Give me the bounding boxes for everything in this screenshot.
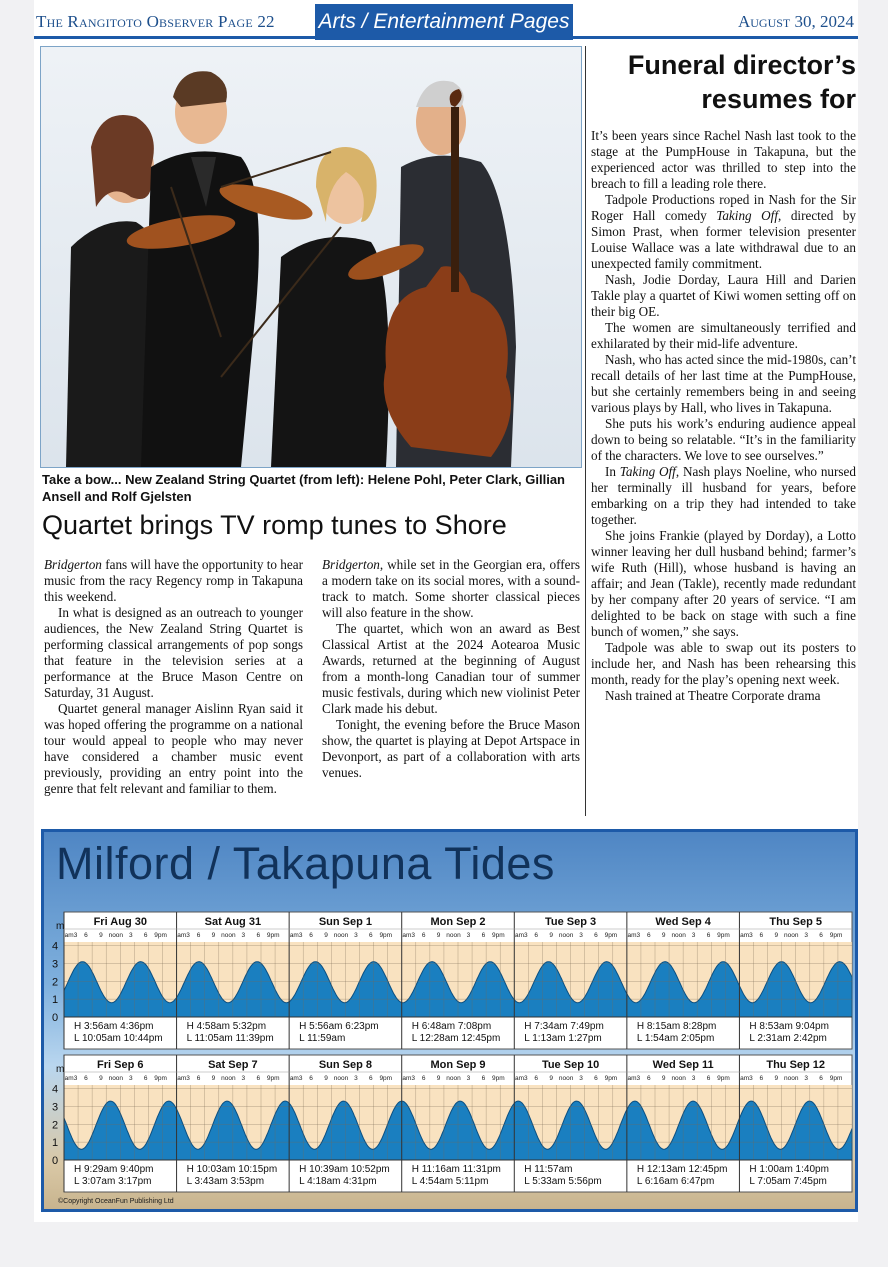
hour-tick: 6 [534, 932, 539, 939]
hour-tick: 9pm [379, 1075, 393, 1082]
low-tide-times: L 3:43am 3:53pm [186, 1176, 265, 1187]
tide-chart-title: Milford / Takapuna Tides [56, 838, 555, 889]
story1-paragraph: The quartet, which won an award as Best Classical Artist at the 2024 Aotearoa Music Awards, returned at the beginning of August from a month-long Canadian tour of summer music festivals, during which new violinist Peter Clark made his debut. [322, 621, 580, 716]
hour-tick: 6 [84, 1075, 88, 1082]
hour-tick: am3 [402, 932, 416, 939]
hour-tick: 6 [369, 1075, 373, 1082]
hour-tick: 6 [143, 932, 148, 939]
high-tide-times: H 7:34am 7:49pm [524, 1021, 604, 1032]
hour-tick: 9pm [492, 932, 505, 939]
hour-tick: 9 [211, 1075, 216, 1082]
low-tide-times: L 2:31am 2:42pm [749, 1033, 827, 1044]
story1-column-1 [44, 557, 303, 797]
day-label: Mon Sep 2 [430, 916, 486, 928]
y-tick-label: 0 [52, 1012, 59, 1024]
high-tide-times: H 11:16am 11:31pm [411, 1164, 501, 1175]
low-tide-times: L 7:05am 7:45pm [749, 1176, 827, 1187]
hour-tick: 6 [759, 932, 764, 939]
high-tide-times: H 8:15am 8:28pm [636, 1021, 717, 1032]
y-axis-unit: m [56, 921, 65, 932]
hour-tick: 3 [804, 932, 808, 939]
hour-tick: am3 [289, 1075, 303, 1082]
hour-tick: noon [784, 1075, 799, 1082]
hour-tick: 6 [256, 932, 261, 939]
low-tide-times: L 10:05am 10:44pm [74, 1033, 163, 1044]
hour-tick: am3 [177, 1075, 190, 1082]
y-tick-label: 2 [52, 976, 59, 989]
hour-tick: am3 [740, 1075, 753, 1082]
hour-tick: 9 [549, 1075, 553, 1082]
hour-tick: am3 [402, 1075, 416, 1082]
hour-tick: am3 [177, 932, 190, 939]
hour-tick: 9pm [154, 1075, 167, 1082]
hour-tick: 9pm [266, 1075, 280, 1082]
hour-tick: 9 [774, 932, 779, 939]
day-label: Sat Aug 31 [204, 916, 262, 928]
high-tide-times: H 8:53am 9:04pm [749, 1021, 829, 1032]
hour-tick: 6 [421, 1075, 426, 1082]
low-tide-times: L 5:33am 5:56pm [524, 1176, 602, 1187]
y-tick-label: 1 [52, 1137, 59, 1150]
hour-tick: noon [558, 1075, 574, 1082]
y-tick-label: 3 [52, 958, 59, 971]
high-tide-times: H 4:58am 5:32pm [186, 1021, 267, 1032]
story1-paragraph: Tonight, the evening before the Bruce Mason show, the quartet is playing at Depot Artspace in Devonport, as part of a collaboration with arts venues. [322, 717, 580, 780]
story2-paragraph: Nash trained at Theatre Corporate drama [605, 688, 821, 703]
hour-tick: 9pm [604, 932, 618, 939]
y-tick-label: 4 [52, 1083, 59, 1096]
high-tide-times: H 5:56am 6:23pm [299, 1021, 379, 1032]
hour-tick: 3 [128, 1075, 133, 1082]
low-tide-times: L 4:54am 5:11pm [411, 1176, 489, 1187]
quartet-photo [40, 46, 582, 468]
story2-paragraph: Nash, Jodie Dorday, Laura Hill and Darien Takle play a quartet of Kiwi women setting off on their big OE. [591, 272, 856, 319]
day-label: Thu Sep 5 [769, 916, 822, 928]
hour-tick: 9 [324, 1075, 328, 1082]
hour-tick: 6 [309, 1075, 313, 1082]
hour-tick: am3 [514, 932, 528, 939]
hour-tick: 3 [691, 932, 696, 939]
hour-tick: noon [221, 1075, 236, 1082]
tide-week-1 [52, 912, 852, 1049]
hour-tick: 3 [241, 932, 246, 939]
hour-tick: noon [108, 1075, 124, 1082]
low-tide-times: L 11:59am [299, 1033, 346, 1044]
day-label: Thu Sep 12 [766, 1059, 826, 1071]
y-tick-label: 1 [52, 994, 59, 1007]
hour-tick: 9pm [829, 932, 843, 939]
hour-tick: 9 [211, 932, 216, 939]
hour-tick: am3 [627, 932, 641, 939]
hour-tick: 9 [99, 932, 103, 939]
tide-week-2 [52, 1055, 852, 1192]
y-tick-label: 2 [52, 1119, 59, 1132]
low-tide-times: L 12:28am 12:45pm [411, 1033, 501, 1044]
hour-tick: noon [446, 1075, 461, 1082]
high-tide-times: H 12:13am 12:45pm [636, 1164, 728, 1175]
story2-paragraph: She puts his work’s enduring audience appeal down to being so relatable. “It’s in the familiarity of the characters. We love to see ourselves.” [591, 416, 856, 463]
hour-tick: 9pm [266, 932, 280, 939]
hour-tick: 6 [481, 932, 486, 939]
section-banner: Arts / Entertainment Pages [315, 4, 573, 40]
high-tide-times: H 11:57am [524, 1164, 573, 1175]
day-label: Fri Sep 6 [97, 1059, 144, 1071]
hour-tick: 9 [774, 1075, 779, 1082]
low-tide-times: L 6:16am 6:47pm [636, 1176, 715, 1187]
hour-tick: am3 [289, 932, 303, 939]
masthead-date: August 30, 2024 [737, 12, 854, 31]
high-tide-times: H 1:00am 1:40pm [749, 1164, 829, 1175]
hour-tick: 3 [241, 1075, 246, 1082]
hour-tick: noon [333, 1075, 349, 1082]
day-label: Tue Sep 3 [544, 916, 597, 928]
person-gillian [271, 147, 389, 467]
hour-tick: 9pm [829, 1075, 843, 1082]
hour-tick: 9pm [717, 932, 730, 939]
masthead-title: The Rangitoto Observer Page 22 [36, 12, 275, 31]
hour-tick: 9 [436, 932, 441, 939]
tide-chart [44, 832, 855, 1209]
story2-paragraph: She joins Frankie (played by Dorday), a Lotto winner leaving her dull husband behind; farmer’s wife Ruth (Hill), whose husband is having an affair; and Jean (Takle), recently made redundant by her company after 20 years of service. “I am delighted to be back on stage with such a fine bunch of women,” she says. [591, 528, 856, 639]
masthead [34, 8, 858, 38]
story1-column-2 [322, 557, 580, 781]
high-tide-times: H 10:39am 10:52pm [299, 1164, 390, 1175]
masthead-rule [34, 36, 858, 39]
hour-tick: 6 [534, 1075, 539, 1082]
hour-tick: am3 [627, 1075, 641, 1082]
hour-tick: 6 [819, 932, 823, 939]
hour-tick: noon [558, 932, 574, 939]
y-tick-label: 4 [52, 940, 59, 953]
story1-paragraph: Quartet general manager Aislinn Ryan said it was hoped offering the programme on a national tour would appeal to people who may never have considered a chamber music event previously, providing an entry point into the genre that felt relevant and familiar to them. [44, 701, 303, 796]
person-peter [141, 71, 259, 467]
hour-tick: 9pm [154, 932, 167, 939]
hour-tick: am3 [740, 932, 753, 939]
hour-tick: am3 [514, 1075, 528, 1082]
high-tide-times: H 6:48am 7:08pm [411, 1021, 492, 1032]
hour-tick: noon [671, 1075, 686, 1082]
y-tick-label: 0 [52, 1155, 59, 1167]
day-label: Mon Sep 9 [430, 1059, 486, 1071]
y-axis-unit: m [56, 1064, 65, 1075]
quartet-illustration [41, 47, 581, 467]
hour-tick: 9pm [717, 1075, 730, 1082]
hour-tick: 3 [579, 932, 583, 939]
high-tide-times: H 10:03am 10:15pm [186, 1164, 278, 1175]
story2-headline: Funeral director’s resumes for [627, 50, 856, 114]
day-label: Fri Aug 30 [93, 916, 147, 928]
hour-tick: 3 [466, 932, 471, 939]
hour-tick: 6 [421, 932, 426, 939]
day-label: Sat Sep 7 [208, 1059, 258, 1071]
day-label: Wed Sep 11 [652, 1059, 714, 1071]
low-tide-times: L 1:54am 2:05pm [636, 1033, 715, 1044]
copyright: ©Copyright OceanFun Publishing Ltd [58, 1198, 174, 1205]
story1-paragraph: Bridgerton, while set in the Georgian era, offers a modern take on its social mores, with a sound-track to match. Some shorter classical pieces will also feature in the show. [322, 557, 580, 620]
hour-tick: noon [446, 932, 461, 939]
column-divider [585, 46, 586, 816]
hour-tick: 6 [759, 1075, 764, 1082]
low-tide-times: L 4:18am 4:31pm [299, 1176, 377, 1187]
hour-tick: 6 [594, 932, 598, 939]
story1-paragraph: Bridgerton fans will have the opportunity to hear music from the racy Regency romp in Takapuna this weekend. [44, 557, 303, 604]
hour-tick: am3 [64, 932, 78, 939]
hour-tick: noon [333, 932, 349, 939]
low-tide-times: L 1:13am 1:27pm [524, 1033, 602, 1044]
hour-tick: 9pm [492, 1075, 505, 1082]
story2-body [591, 128, 856, 704]
story2-paragraph: Tadpole was able to swap out its posters to include her, and Nash has been rehearsing this month, ready for the play’s opening next week. [591, 640, 856, 687]
hour-tick: 9 [436, 1075, 441, 1082]
low-tide-times: L 11:05am 11:39pm [186, 1033, 274, 1044]
story2-paragraph: The women are simultaneously terrified and exhilarated by their mid-life adventure. [591, 320, 856, 351]
hour-tick: 3 [128, 932, 133, 939]
hour-tick: 9 [324, 932, 328, 939]
y-tick-label: 3 [52, 1101, 59, 1114]
hour-tick: 6 [706, 932, 711, 939]
hour-tick: 6 [594, 1075, 598, 1082]
hour-tick: noon [784, 932, 799, 939]
hour-tick: 6 [84, 932, 88, 939]
hour-tick: 3 [579, 1075, 583, 1082]
hour-tick: noon [671, 932, 686, 939]
hour-tick: 6 [481, 1075, 486, 1082]
hour-tick: 9 [99, 1075, 103, 1082]
hour-tick: 3 [804, 1075, 808, 1082]
day-label: Wed Sep 4 [655, 916, 711, 928]
story2-paragraph: It’s been years since Rachel Nash last took to the stage at the PumpHouse in Takapuna, but the experienced actor was thrilled to step into the breach to fill a leading role there. [591, 128, 856, 191]
day-label: Sun Sep 8 [318, 1059, 373, 1071]
tide-chart-panel [41, 829, 858, 1212]
photo-caption: Take a bow... New Zealand String Quartet (from left): Helene Pohl, Peter Clark, Gillian Ansell and Rolf Gjelsten [42, 472, 565, 504]
hour-tick: 3 [466, 1075, 471, 1082]
hour-tick: 9pm [379, 932, 393, 939]
hour-tick: 3 [691, 1075, 696, 1082]
low-tide-times: L 3:07am 3:17pm [74, 1176, 152, 1187]
hour-tick: 3 [354, 932, 358, 939]
story2-paragraph: In Taking Off, Nash plays Noeline, who nursed her terminally ill husband for years, before embarking on a trip they had intended to take together. [591, 464, 856, 527]
day-label: Sun Sep 1 [318, 916, 373, 928]
hour-tick: 6 [256, 1075, 261, 1082]
hour-tick: 9 [661, 932, 666, 939]
high-tide-times: H 9:29am 9:40pm [74, 1164, 154, 1175]
hour-tick: 3 [354, 1075, 358, 1082]
hour-tick: 9 [549, 932, 553, 939]
hour-tick: 6 [706, 1075, 711, 1082]
hour-tick: 6 [309, 932, 313, 939]
high-tide-times: H 3:56am 4:36pm [74, 1021, 154, 1032]
story2-paragraph: Tadpole Productions roped in Nash for the Sir Roger Hall comedy Taking Off, directed by Simon Prast, when former television presenter Louise Wallace was a late withdrawal due to an unexpected family commitment. [591, 192, 856, 271]
hour-tick: 6 [819, 1075, 823, 1082]
hour-tick: 6 [369, 932, 373, 939]
hour-tick: 9 [661, 1075, 666, 1082]
hour-tick: 6 [196, 932, 201, 939]
hour-tick: 6 [646, 932, 651, 939]
hour-tick: 6 [196, 1075, 201, 1082]
hour-tick: 6 [646, 1075, 651, 1082]
hour-tick: 9pm [604, 1075, 618, 1082]
hour-tick: noon [221, 932, 236, 939]
story1-paragraph: In what is designed as an outreach to younger audiences, the New Zealand String Quartet is performing classical arrangements of pop songs that feature in the television series at a performance at the Bruce Mason Centre on Saturday, 31 August. [44, 605, 303, 700]
hour-tick: am3 [64, 1075, 78, 1082]
day-label: Tue Sep 10 [541, 1059, 600, 1071]
hour-tick: noon [108, 932, 124, 939]
hour-tick: 6 [143, 1075, 148, 1082]
story1-headline: Quartet brings TV romp tunes to Shore [42, 510, 507, 540]
story2-paragraph: Nash, who has acted since the mid-1980s, can’t recall details of her last time at the PumpHouse, but she certainly remembers being in and seeing various plays by Hall, who lives in Takapuna. [591, 352, 856, 415]
